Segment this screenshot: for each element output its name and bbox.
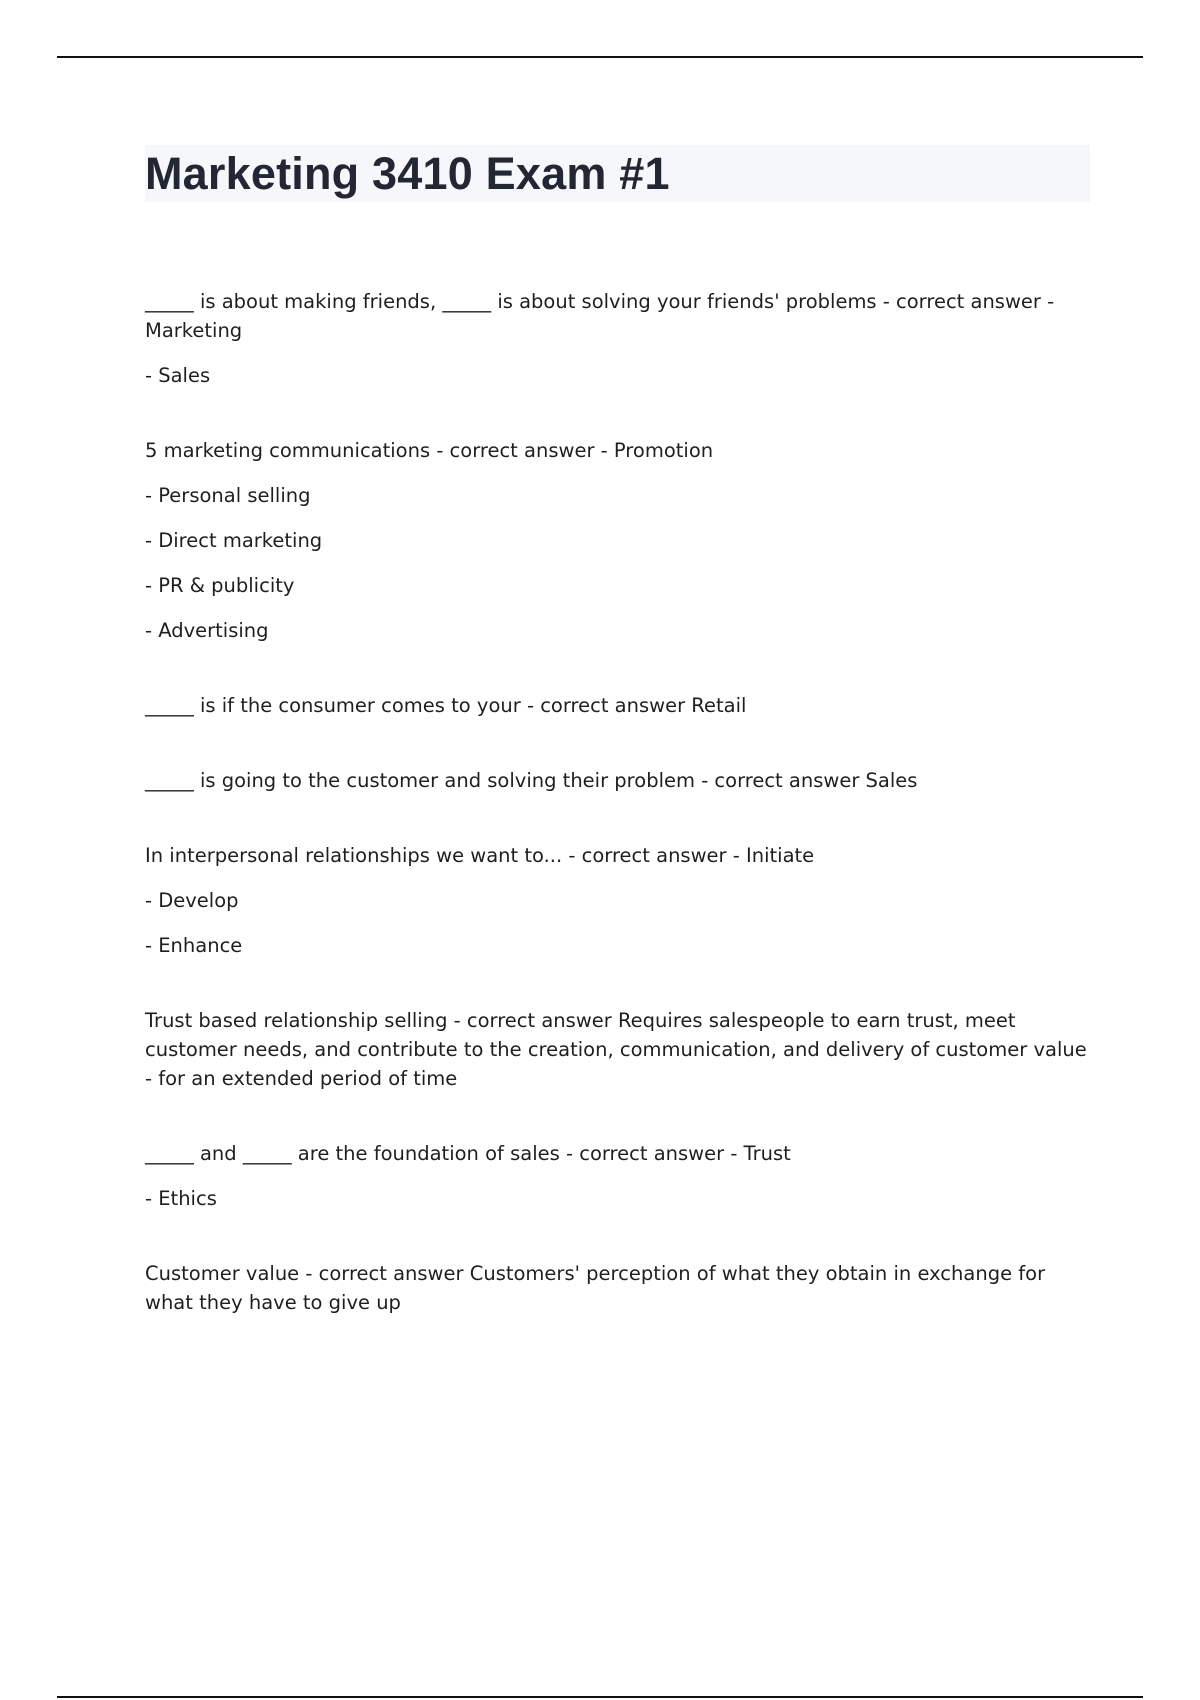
qa-item — [145, 841, 1090, 960]
qa-question: Trust based relationship selling - correct answer Requires salespeople to earn trust, meet customer needs, and contribute to the creation, communication, and delivery of customer value - for an extended period of time — [145, 1009, 1087, 1090]
qa-question: 5 marketing communications - correct answer - Promotion — [145, 439, 714, 462]
qa-item — [145, 1139, 1090, 1213]
qa-question: _____ is going to the customer and solving their problem - correct answer Sales — [145, 769, 918, 792]
qa-question: _____ is if the consumer comes to your - correct answer Retail — [145, 694, 747, 717]
qa-item — [145, 766, 1090, 795]
qa-item — [145, 436, 1090, 645]
bottom-rule — [57, 1696, 1143, 1698]
qa-list — [145, 287, 1090, 1317]
qa-item — [145, 1006, 1090, 1093]
qa-answer-line: - Ethics — [145, 1187, 217, 1210]
qa-question: In interpersonal relationships we want to... - correct answer - Initiate — [145, 844, 815, 867]
qa-answer-line: - PR & publicity — [145, 574, 295, 597]
document-page — [145, 145, 1090, 1363]
qa-item — [145, 287, 1090, 390]
qa-question: Customer value - correct answer Customers' perception of what they obtain in exchange for what they have to give up — [145, 1262, 1046, 1314]
qa-answer-line: - Develop — [145, 889, 239, 912]
qa-item — [145, 1259, 1090, 1317]
qa-question: _____ and _____ are the foundation of sales - correct answer - Trust — [145, 1142, 791, 1165]
qa-question: _____ is about making friends, _____ is about solving your friends' problems - correct answer - Marketing — [145, 290, 1055, 342]
page-title: Marketing 3410 Exam #1 — [145, 148, 670, 199]
qa-answer-line: - Advertising — [145, 619, 269, 642]
qa-answer-line: - Direct marketing — [145, 529, 323, 552]
qa-answer-line: - Personal selling — [145, 484, 311, 507]
qa-answer-line: - Enhance — [145, 934, 243, 957]
top-rule — [57, 56, 1143, 58]
qa-answer-line: - Sales — [145, 364, 211, 387]
qa-item — [145, 691, 1090, 720]
title-banner — [145, 145, 1090, 202]
